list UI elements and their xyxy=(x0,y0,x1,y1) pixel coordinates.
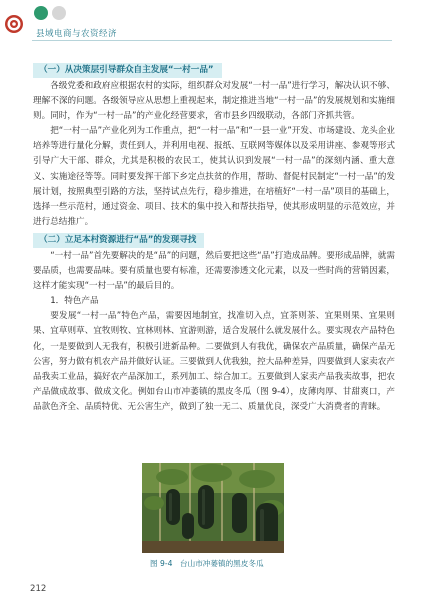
winter-melon-illustration xyxy=(142,463,284,553)
green-badge-icon xyxy=(34,6,48,20)
grey-badge-icon xyxy=(52,6,66,20)
book-title: 县域电商与农资经济 xyxy=(36,29,118,39)
page-body xyxy=(33,60,395,415)
page-header xyxy=(0,0,427,46)
section-heading-1: （一）从决策层引导群众自主发展“一村一品” xyxy=(33,63,222,78)
paragraph: 各级党委和政府应根据农村的实际，组织群众对发展“一村一品”进行学习，解决认识不够、理解不深的问题。各级领导应从思想上重视起来，制定推进当地“一村一品”的发展规划和实施细则。同时，作为“一村一品”的产业化经营要求，省市县乡四级联动，各部门齐抓共管。 xyxy=(33,81,395,122)
page-number: 212 xyxy=(30,584,47,594)
paragraph: 把“一村一品”产业化列为工作重点，把“一村一品”和“一县一业”开发、市场建设、龙头企业培养等进行量化分解，责任到人，并利用电视、报纸、互联网等媒体以及采用讲座、参观等形式引导广大干部、群众，尤其是积极的农民工，使其认识到发展“一村一品”的深刻内涵、重大意义、实施途径等等。同时要发挥干部下乡定点扶贫的作用，帮助、督促村民制定“一村一品”的发展计划，按照典型引路的方法，坚持试点先行，稳步推进，在培植好“一村一品”项目的基础上，选择一些示范村，通过资金、项目、技术的集中投入和帮扶指导，使其形成明显的示范效应，并进行总结推广。 xyxy=(33,126,395,227)
paragraph: 要发展“一村一品”特色产品，需要因地制宜，找准切入点，宜茶则茶、宜果则果、宜果则果、宜草则草、宜牧则牧、宜林则林、宜游则游，适合发展什么就发展什么。要实现农产品特色化，一是要做到人无我有，积极引进新品种。二要做到人有我优，确保农产品质量，确保产品无公害，努力做有机农产品并做好认证。三要做到人优我独，控大品种差异，四要做到人家卖农产品我卖工业品，搞好农产品深加工，系列加工、综合加工。五要做到人家卖产品我卖故事，把农产品做成故事、做成文化。例如台山市冲萎镇的黑皮冬瓜（图 9-4），皮薄肉厚、甘甜爽口，产品款色齐全、品质特优、无公害生产，做到了独一无二、质量优良，深受广大消费者的青睐。 xyxy=(33,311,395,412)
target-logo-icon xyxy=(4,14,24,34)
figure-caption: 图 9-4 台山市冲蒌镇的黑皮冬瓜 xyxy=(150,559,264,568)
paragraph: “一村一品”首先要解决的是“品”的问题，然后要把这些“品”打造成品牌。要形成品牌，就需要品质，也需要品味。要有质量也要有标准，还需要渗透文化元素，以及一些时尚的营销因素，这样才能实现“一村一品”的最后目的。 xyxy=(33,250,395,292)
section-heading-2: （二）立足本村资源进行“品”的发现寻找 xyxy=(33,233,204,248)
header-rule xyxy=(32,40,392,41)
subheading: 1．特色产品 xyxy=(50,296,99,307)
winter-melon-photo xyxy=(142,463,284,553)
